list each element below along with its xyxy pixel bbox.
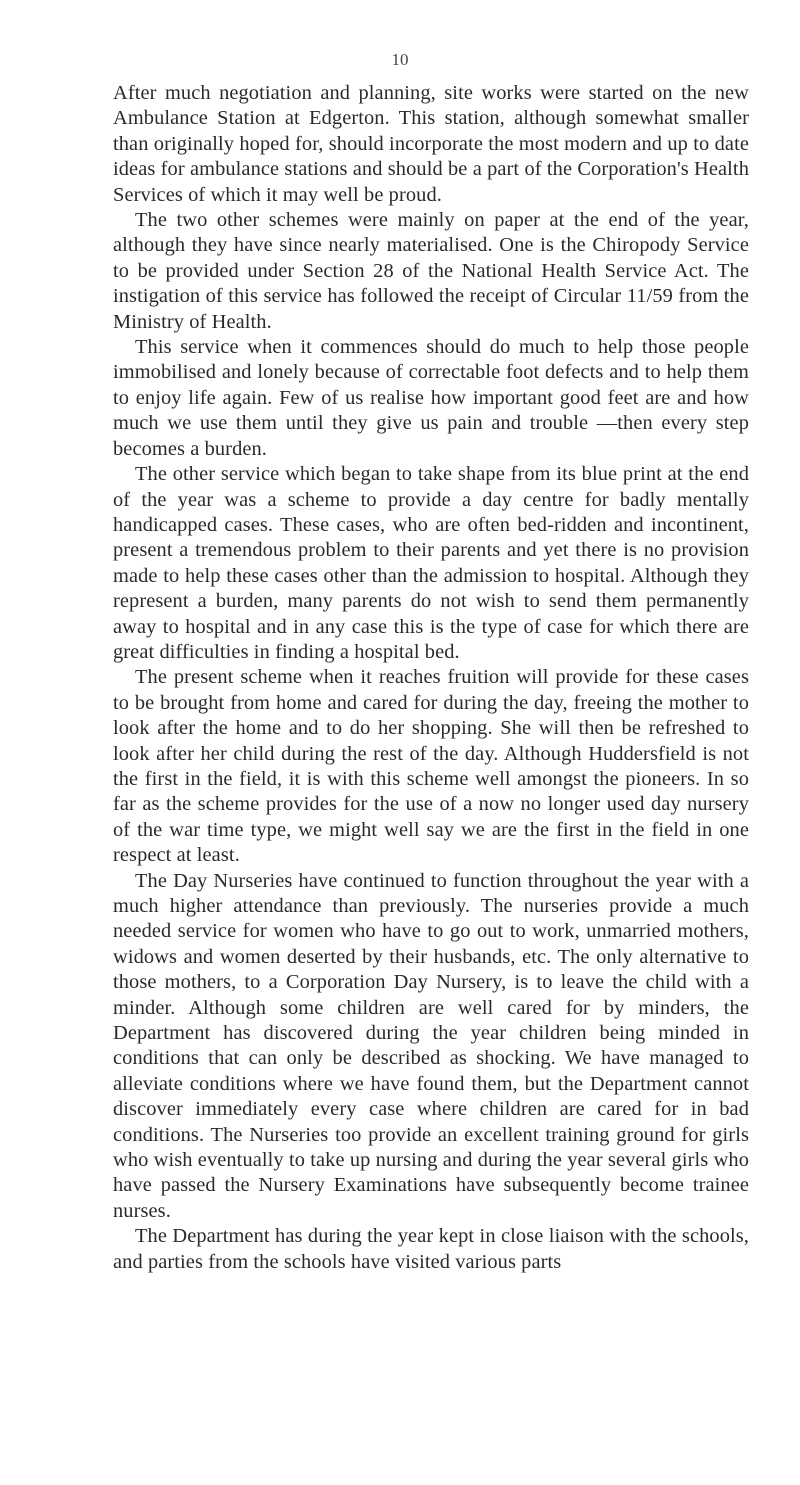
paragraph-two-schemes: The two other schemes were mainly on paper at the end of the year, although they have since nearly materialised. One is the Chiropody Service to be provided under Section 28 of the National Health Service Act. The instigation of this service has followed the receipt of Circular 11/59 from the Ministry of Health. (113, 209, 749, 333)
paragraph-schools-liaison: The Department has during the year kept in close liaison with the schools, and parties from the schools have visited various parts (113, 1225, 749, 1273)
page-number: 10 (391, 50, 409, 69)
paragraph-ambulance-station: After much negotiation and planning, site works were started on the new Ambulance Station at Edgerton. This station, although somewhat smaller than originally hoped for, should incorporate the most modern and up to date ideas for ambulance stations and should be a part of the Corporation's Health Services of which it may well be proud. (113, 82, 749, 206)
paragraph-chiropody-service: This service when it commences should do much to help those people immobilised and lonely because of correctable foot defects and to help them to enjoy life again. Few of us realise how important good feet are and how much we use them until they give us pain and trouble —then every step becomes a burden. (113, 336, 749, 460)
body-text (113, 81, 749, 1275)
paragraph-day-centre: The other service which began to take shape from its blue print at the end of the year was a scheme to provide a day centre for badly mentally handicapped cases. These cases, who are often bed-ridden and incontinent, present a tremendous problem to their parents and yet there is no provision made to help these cases other than the admission to hospital. Although they represent a burden, many parents do not wish to send them permanently away to hospital and in any case this is the type of case for which there are great difficulties in finding a hospital bed. (113, 463, 749, 663)
paragraph-day-nurseries: The Day Nurseries have continued to function throughout the year with a much higher attendance than previously. The nurseries provide a much needed service for women who have to go out to work, unmarried mothers, widows and women deserted by their husbands, etc. The only alternative to those mothers, to a Corporation Day Nursery, is to leave the child with a minder. Although some children are well cared for by minders, the Department has discovered during the year children being minded in conditions that can only be described as shocking. We have managed to alleviate conditions where we have found them, but the Department cannot discover immediately every case where children are cared for in bad conditions. The Nurseries too provide an excellent training ground for girls who wish eventually to take up nursing and during the year several girls who have passed the Nursery Examinations have subsequently become trainee nurses. (113, 869, 749, 1222)
paragraph-present-scheme: The present scheme when it reaches fruition will provide for these cases to be brought from home and cared for during the day, freeing the mother to look after the home and to do her shopping. She will then be refreshed to look after her child during the rest of the day. Although Huddersfield is not the first in the field, it is with this scheme well amongst the pioneers. In so far as the scheme provides for the use of a now no longer used day nursery of the war time type, we might well say we are the first in the field in one respect at least. (113, 666, 749, 867)
